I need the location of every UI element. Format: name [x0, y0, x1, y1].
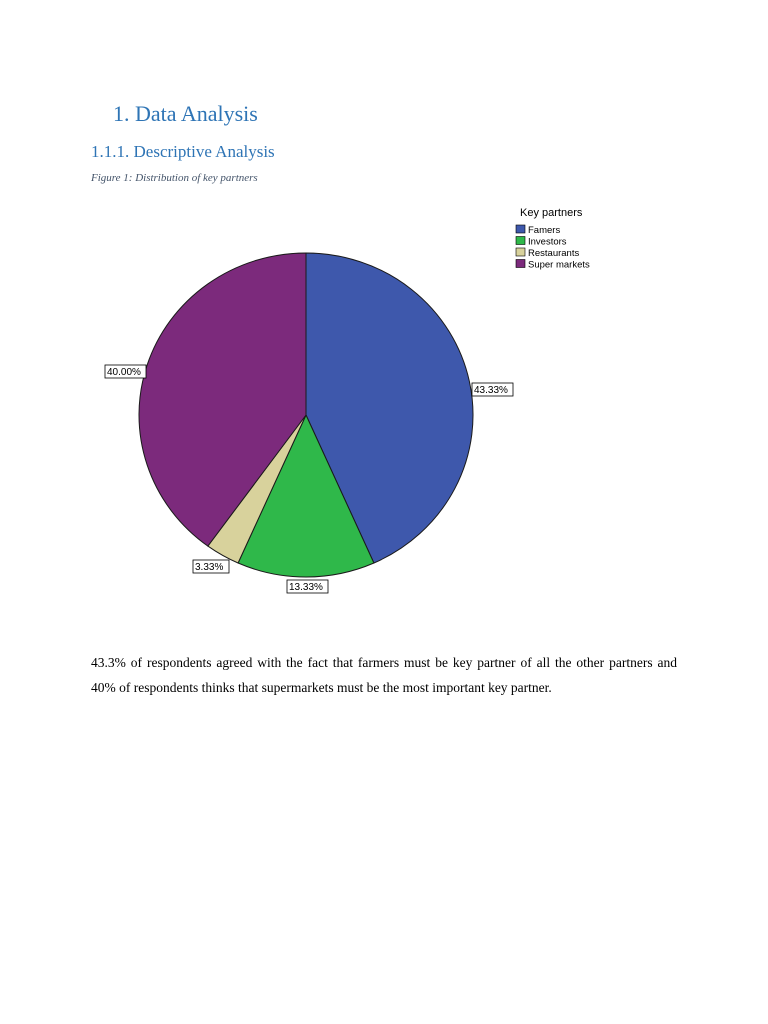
slice-label: [472, 383, 513, 396]
pie-slices: [139, 253, 473, 577]
subsection-heading: 1.1.1. Descriptive Analysis: [91, 142, 275, 161]
chart-legend: [516, 207, 590, 271]
slice-label: [105, 365, 146, 378]
slice-label-text: 13.33%: [289, 582, 323, 593]
legend-label: Restaurants: [528, 248, 580, 259]
figure-caption: Figure 1: Distribution of key partners: [91, 172, 258, 184]
legend-swatch: [516, 237, 525, 245]
section-heading: 1. Data Analysis: [113, 101, 258, 126]
legend-label: Investors: [528, 236, 567, 248]
legend-swatch: [516, 260, 525, 268]
legend-item: [516, 237, 567, 248]
legend-item: [516, 248, 579, 259]
body-paragraph: 43.3% of respondents agreed with the fact that farmers must be key partner of all the other partners and 40% of respondents thinks that supermarkets must be the most important key partner.: [91, 655, 677, 695]
slice-label-text: 3.33%: [195, 562, 224, 573]
slice-label: [193, 560, 229, 573]
legend-swatch: [516, 248, 525, 256]
slice-label-text: 40.00%: [107, 367, 141, 378]
legend-label: Famers: [528, 225, 561, 236]
legend-swatch: [516, 225, 525, 233]
legend-label: Super markets: [528, 259, 590, 271]
legend-items: [516, 225, 590, 271]
slice-label: [287, 580, 328, 593]
slice-label-text: 43.33%: [474, 385, 508, 396]
legend-item: [516, 225, 560, 236]
legend-title: Key partners: [520, 207, 583, 219]
legend-item: [516, 260, 590, 271]
